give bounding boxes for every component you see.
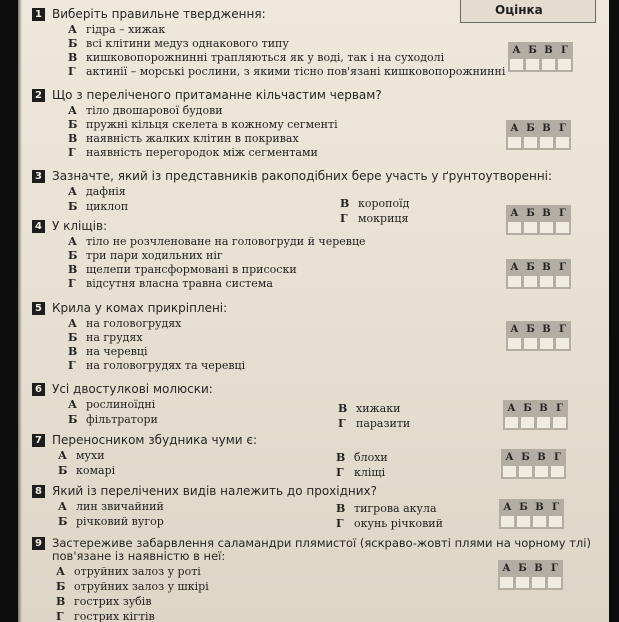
option-b: Б отруйних залоз у шкірі: [56, 580, 209, 593]
answer-box-b[interactable]: [516, 515, 532, 529]
question-number: 5: [32, 302, 45, 315]
option-a: А отруйних залоз у роті: [56, 565, 201, 578]
answer-grid: [499, 499, 564, 529]
option-d: Г окунь річковий: [336, 517, 443, 530]
question-number: 7: [32, 434, 45, 447]
option-c: В коропоїд: [340, 197, 410, 210]
answer-box-b[interactable]: [518, 465, 534, 479]
answer-box-d[interactable]: [557, 58, 573, 72]
option-b: Б на грудях: [68, 331, 143, 344]
answer-box-d[interactable]: [550, 465, 566, 479]
answer-header-a: А: [507, 206, 523, 221]
option-a: А рослиноїдні: [68, 398, 156, 411]
option-d: Г гострих кігтів: [56, 610, 155, 622]
question-number: 1: [32, 8, 45, 21]
answer-header-c: В: [539, 206, 555, 221]
option-b: Б фільтратори: [68, 413, 158, 426]
answer-box-b[interactable]: [523, 337, 539, 351]
answer-box-d[interactable]: [555, 221, 571, 235]
answer-header-d: Г: [555, 260, 571, 275]
answer-box-d[interactable]: [547, 576, 563, 590]
answer-header-c: В: [531, 561, 547, 576]
option-c: В хижаки: [338, 402, 401, 415]
answer-header-d: Г: [550, 450, 566, 465]
answer-header-b: Б: [515, 561, 531, 576]
answer-header-c: В: [541, 43, 557, 58]
answer-box-c[interactable]: [534, 465, 550, 479]
option-c: В на черевці: [68, 345, 148, 358]
option-d: Г паразити: [338, 417, 411, 430]
grade-box[interactable]: [460, 0, 596, 23]
answer-header-c: В: [536, 401, 552, 416]
answer-box-b[interactable]: [520, 416, 536, 430]
answer-box-b[interactable]: [523, 136, 539, 150]
question-number: 9: [32, 537, 45, 550]
answer-header-a: А: [507, 322, 523, 337]
answer-box-b[interactable]: [515, 576, 531, 590]
option-c: В тигрова акула: [336, 502, 437, 515]
option-a: А мухи: [58, 449, 105, 462]
answer-header-a: А: [507, 260, 523, 275]
answer-header-b: Б: [523, 206, 539, 221]
answer-box-a[interactable]: [499, 576, 515, 590]
answer-header-a: А: [509, 43, 525, 58]
question-stem: Застереживе забарвлення саламандри плямистої (яскраво-жовті плями на чорному тлі): [52, 536, 591, 550]
option-c: В кишковопорожнинні трапляються як у воді, так і на суходолі: [68, 51, 445, 64]
answer-box-a[interactable]: [500, 515, 516, 529]
option-d: Г актинії – морські рослини, з якими тісно пов'язані кишковопорожнинні: [68, 65, 506, 78]
answer-header-d: Г: [557, 43, 573, 58]
answer-box-d[interactable]: [555, 136, 571, 150]
answer-grid: [501, 449, 566, 479]
answer-box-a[interactable]: [507, 136, 523, 150]
question-number: 8: [32, 485, 45, 498]
answer-box-b[interactable]: [523, 275, 539, 289]
answer-header-a: А: [500, 500, 516, 515]
answer-header-b: Б: [525, 43, 541, 58]
question-number: 3: [32, 170, 45, 183]
question-stem: Крила у комах прикріплені:: [52, 301, 228, 315]
answer-header-c: В: [539, 322, 555, 337]
answer-box-d[interactable]: [548, 515, 564, 529]
answer-box-c[interactable]: [539, 275, 555, 289]
option-b: Б всі клітини медуз однакового типу: [68, 37, 289, 50]
answer-box-a[interactable]: [504, 416, 520, 430]
answer-box-c[interactable]: [531, 576, 547, 590]
option-b: Б річковий вугор: [58, 515, 164, 528]
answer-header-d: Г: [547, 561, 563, 576]
answer-header-d: Г: [555, 206, 571, 221]
answer-box-b[interactable]: [523, 221, 539, 235]
option-c: В гострих зубів: [56, 595, 152, 608]
answer-box-c[interactable]: [532, 515, 548, 529]
option-a: А тіло не розчленоване на головогруди й черевце: [68, 235, 366, 248]
answer-grid: [503, 400, 568, 430]
question-stem: Виберіть правильне твердження:: [52, 7, 266, 21]
answer-box-c[interactable]: [539, 221, 555, 235]
option-d: Г наявність перегородок між сегментами: [68, 146, 318, 159]
answer-grid: [508, 42, 573, 72]
answer-box-a[interactable]: [509, 58, 525, 72]
answer-header-a: А: [499, 561, 515, 576]
answer-header-d: Г: [552, 401, 568, 416]
question-number: 6: [32, 383, 45, 396]
answer-grid: [498, 560, 563, 590]
answer-grid: [506, 205, 571, 235]
answer-box-c[interactable]: [536, 416, 552, 430]
option-d: Г на головогрудях та черевці: [68, 359, 246, 372]
answer-box-a[interactable]: [502, 465, 518, 479]
answer-header-b: Б: [523, 260, 539, 275]
answer-header-b: Б: [518, 450, 534, 465]
question-stem: Що з переліченого притаманне кільчастим червам?: [52, 88, 382, 102]
answer-box-d[interactable]: [552, 416, 568, 430]
answer-header-c: В: [539, 260, 555, 275]
option-a: А гідра – хижак: [68, 23, 166, 36]
option-b: Б пружні кільця скелета в кожному сегменті: [68, 118, 338, 131]
question-stem: Переносником збудника чуми є:: [52, 433, 258, 447]
answer-box-c[interactable]: [539, 337, 555, 351]
option-a: А дафнія: [68, 185, 126, 198]
option-c: В наявність жалких клітин в покривах: [68, 132, 299, 145]
answer-header-b: Б: [516, 500, 532, 515]
answer-box-d[interactable]: [555, 275, 571, 289]
answer-header-c: В: [532, 500, 548, 515]
answer-grid: [506, 259, 571, 289]
option-c: В блохи: [336, 451, 388, 464]
answer-header-d: Г: [548, 500, 564, 515]
question-stem: Який із перелічених видів належить до прохідних?: [52, 484, 378, 498]
answer-grid: [506, 120, 571, 150]
question-stem: Зазначте, який із представників ракоподібних бере участь у ґрунтоутворенні:: [52, 169, 553, 183]
answer-box-c[interactable]: [541, 58, 557, 72]
answer-box-b[interactable]: [525, 58, 541, 72]
option-d: Г мокриця: [340, 212, 409, 225]
answer-header-a: А: [507, 121, 523, 136]
answer-header-c: В: [534, 450, 550, 465]
question-stem-continued: пов'язане із наявністю в неї:: [52, 549, 226, 563]
option-d: Г кліщі: [336, 466, 386, 479]
grade-label: Оцінка: [495, 3, 543, 17]
answer-header-a: А: [504, 401, 520, 416]
option-b: Б циклоп: [68, 200, 129, 213]
answer-header-c: В: [539, 121, 555, 136]
answer-header-d: Г: [555, 322, 571, 337]
answer-box-a[interactable]: [507, 221, 523, 235]
question-stem: Усі двостулкові молюски:: [52, 382, 213, 396]
answer-header-b: Б: [520, 401, 536, 416]
option-d: Г відсутня власна травна система: [68, 277, 273, 290]
answer-box-a[interactable]: [507, 337, 523, 351]
answer-header-b: Б: [523, 322, 539, 337]
answer-grid: [506, 321, 571, 351]
answer-header-b: Б: [523, 121, 539, 136]
answer-header-a: А: [502, 450, 518, 465]
question-number: 2: [32, 89, 45, 102]
option-b: Б три пари ходильних ніг: [68, 249, 223, 262]
answer-box-c[interactable]: [539, 136, 555, 150]
option-a: А на головогрудях: [68, 317, 182, 330]
option-a: А лин звичайний: [58, 500, 164, 513]
page-edge-shadow: [18, 0, 22, 622]
option-c: В щелепи трансформовані в присоски: [68, 263, 297, 276]
option-a: А тіло двошарової будови: [68, 104, 223, 117]
answer-header-d: Г: [555, 121, 571, 136]
question-number: 4: [32, 220, 45, 233]
option-b: Б комарі: [58, 464, 116, 477]
answer-box-a[interactable]: [507, 275, 523, 289]
question-stem: У кліщів:: [52, 219, 108, 233]
worksheet-page: [18, 0, 609, 622]
answer-box-d[interactable]: [555, 337, 571, 351]
